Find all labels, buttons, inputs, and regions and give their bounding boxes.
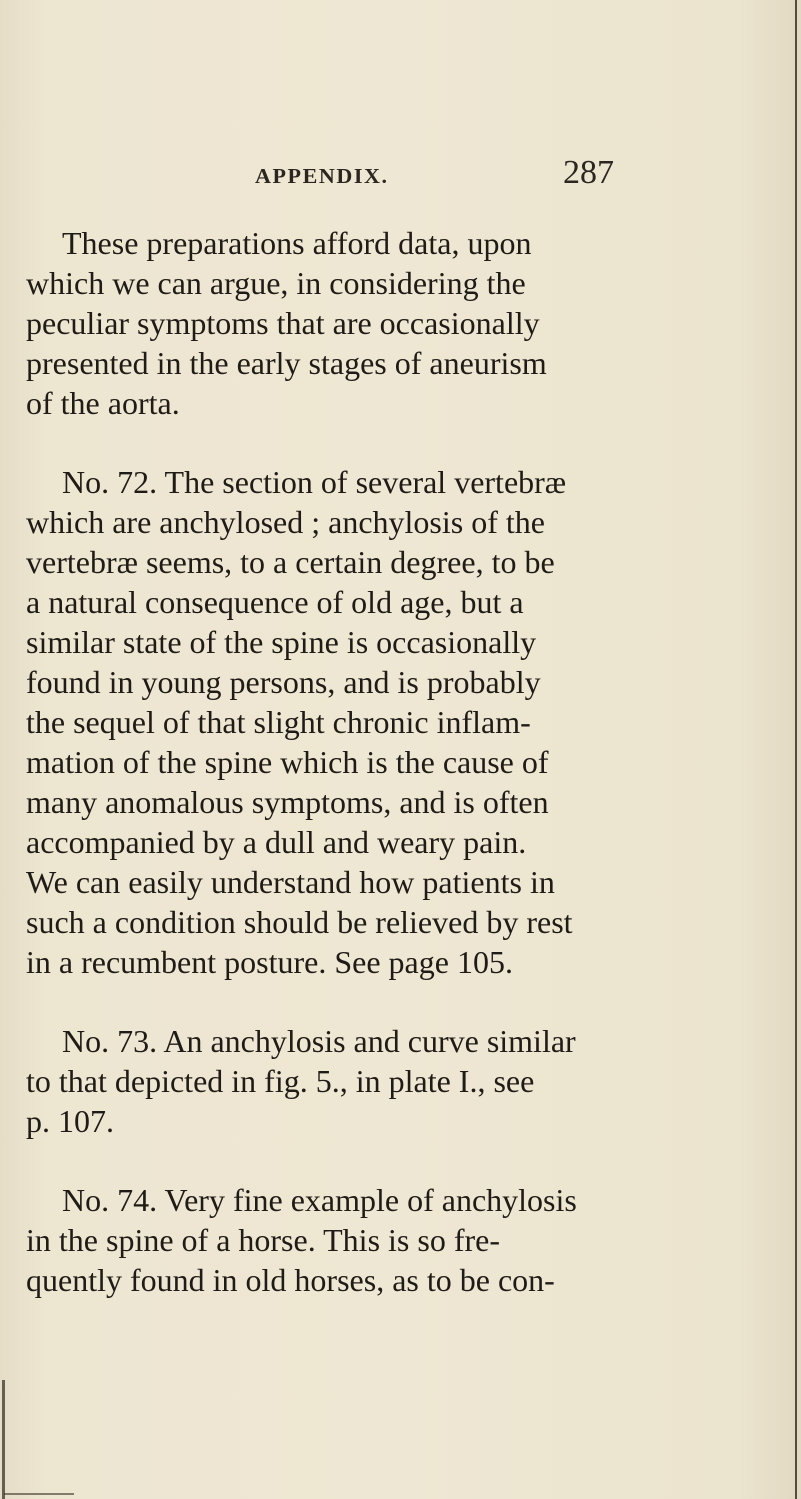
paragraph-2-line-12: such a condition should be relieved by rest	[26, 904, 573, 940]
paragraph-2-line-13: in a recumbent posture. See page 105.	[26, 944, 513, 980]
paragraph-2-line-6: found in young persons, and is probably	[26, 664, 541, 700]
page-edge-shadow	[795, 0, 797, 1499]
page-number: 287	[563, 154, 614, 191]
paragraph-4-line-2: in the spine of a horse. This is so fre-	[26, 1222, 500, 1258]
paragraph-1-line-5: of the aorta.	[26, 385, 180, 421]
paragraph-2-line-4: a natural consequence of old age, but a	[26, 584, 524, 620]
paragraph-4-line-1: No. 74. Very fine example of anchylosis	[62, 1182, 577, 1218]
paragraph-2-line-2: which are anchylosed ; anchylosis of the	[26, 504, 545, 540]
running-head: APPENDIX.	[255, 164, 389, 188]
paragraph-3-line-2: to that depicted in fig. 5., in plate I., see	[26, 1063, 535, 1099]
paragraph-1-line-1: These preparations afford data, upon	[62, 225, 532, 261]
page-header	[0, 146, 801, 196]
paragraph-1-line-3: peculiar symptoms that are occasionally	[26, 305, 540, 341]
paragraph-3-line-3: p. 107.	[26, 1103, 114, 1139]
paragraph-4-line-3: quently found in old horses, as to be con-	[26, 1262, 555, 1298]
paragraph-2-line-10: accompanied by a dull and weary pain.	[26, 824, 527, 860]
paragraph-2-line-11: We can easily understand how patients in	[26, 864, 555, 900]
paragraph-3-line-1: No. 73. An anchylosis and curve similar	[62, 1023, 576, 1059]
paragraph-2-line-5: similar state of the spine is occasionally	[26, 624, 537, 660]
paragraph-1-line-4: presented in the early stages of aneurism	[26, 345, 547, 381]
paragraph-2-line-1: No. 72. The section of several vertebræ	[62, 464, 567, 500]
paragraph-2-line-8: mation of the spine which is the cause of	[26, 744, 549, 780]
paragraph-2-line-9: many anomalous symptoms, and is often	[26, 784, 549, 820]
paragraph-2-line-3: vertebræ seems, to a certain degree, to be	[26, 544, 555, 580]
page-corner-mark	[4, 1493, 74, 1495]
paragraph-2-line-7: the sequel of that slight chronic inflam-	[26, 704, 531, 740]
paragraph-1-line-2: which we can argue, in considering the	[26, 265, 526, 301]
binding-edge	[2, 1380, 5, 1499]
